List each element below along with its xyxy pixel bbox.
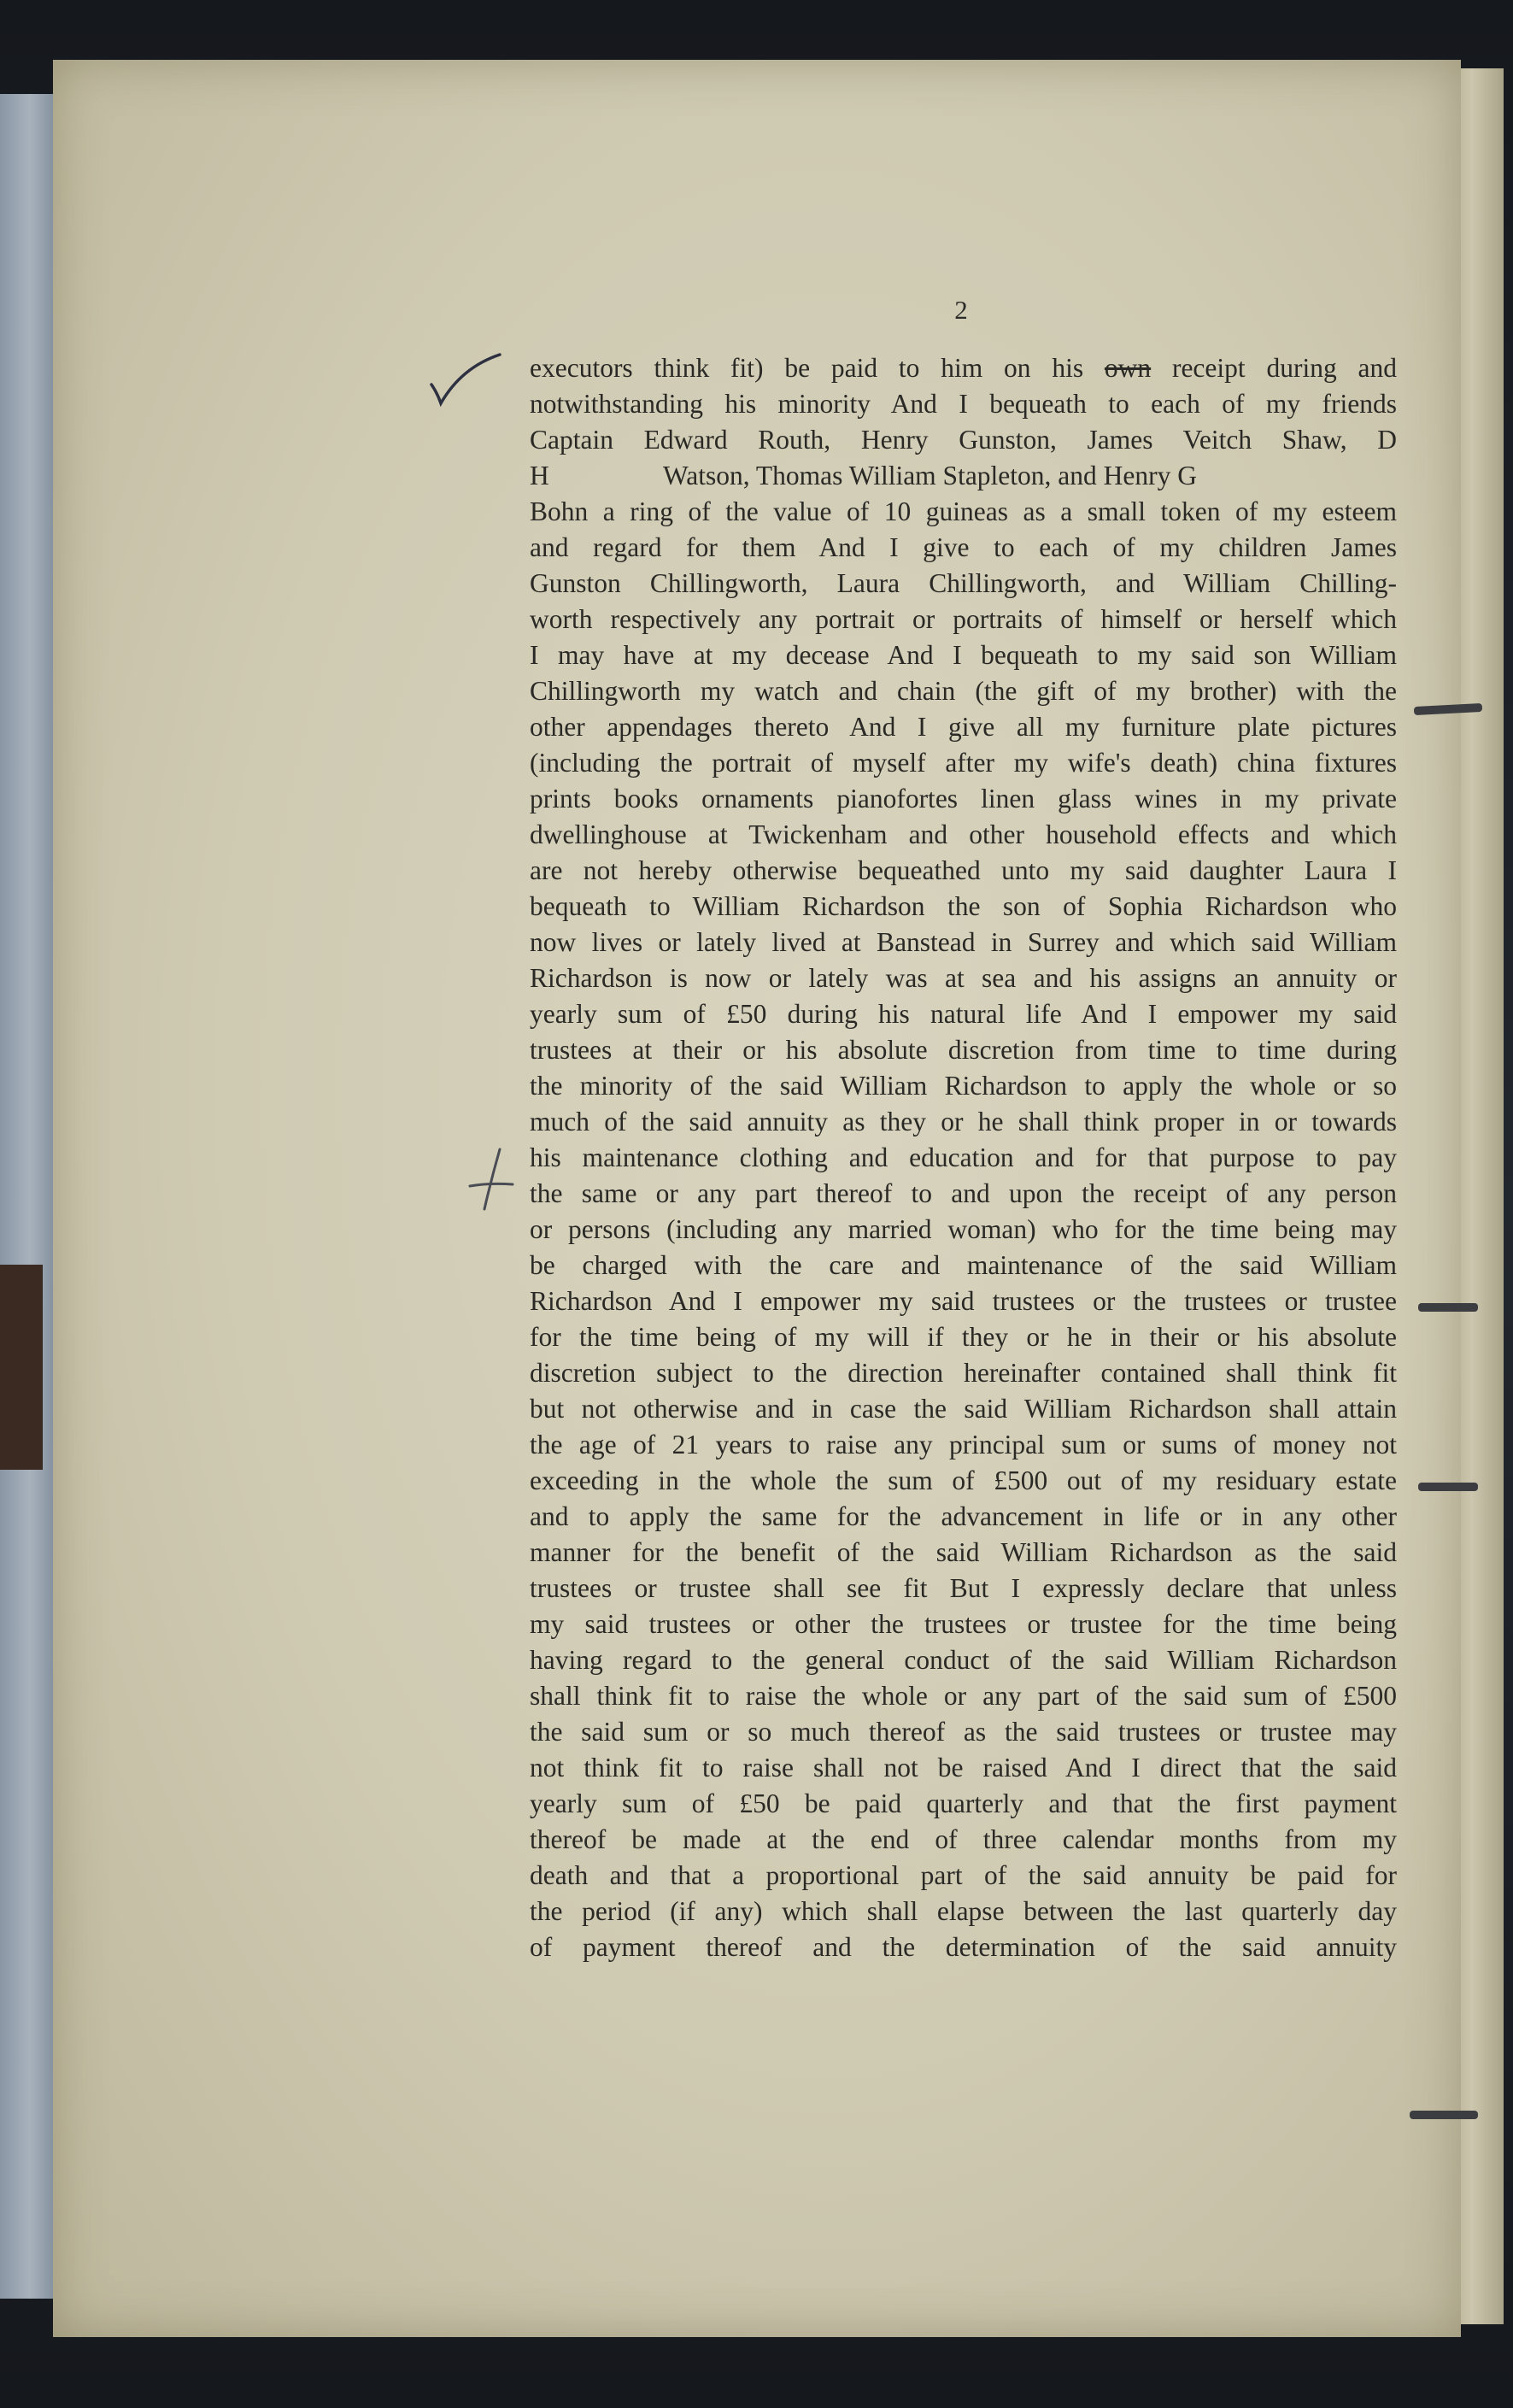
text-line: I may have at my decease And I bequeath to my said son William <box>530 640 1397 670</box>
text-line: his maintenance clothing and education and for that purpose to pay <box>530 1142 1397 1172</box>
text-line: notwithstanding his minority And I bequeath to each of my friends <box>530 389 1397 419</box>
text-line: my said trustees or other the trustees or trustee for the time being <box>530 1609 1397 1639</box>
text-line: shall think fit to raise the whole or any part of the said sum of £500 <box>530 1681 1397 1711</box>
text-line: (including the portrait of myself after my wife's death) china fixtures <box>530 748 1397 778</box>
text-line: other appendages thereto And I give all my furniture plate pictures <box>530 712 1397 742</box>
text-line: manner for the benefit of the said William Richardson as the said <box>530 1537 1397 1567</box>
text-line: Captain Edward Routh, Henry Gunston, James Veitch Shaw, D <box>530 425 1397 455</box>
text-line: not think fit to raise shall not be raised And I direct that the said <box>530 1753 1397 1783</box>
text-line: be charged with the care and maintenance of the said William <box>530 1250 1397 1280</box>
text-line: the said sum or so much thereof as the said trustees or trustee may <box>530 1717 1397 1747</box>
text-line: death and that a proportional part of the said annuity be paid for <box>530 1860 1397 1890</box>
binding-tab <box>1418 1303 1478 1312</box>
marbled-endpaper <box>0 1265 43 1470</box>
left-page-edge <box>0 94 60 2299</box>
text-line: but not otherwise and in case the said William Richardson shall attain <box>530 1394 1397 1424</box>
text-line: or persons (including any married woman) who for the time being may <box>530 1214 1397 1244</box>
text-line: for the time being of my will if they or he in their or his absolute <box>530 1322 1397 1352</box>
binding-tab <box>1410 2111 1478 2119</box>
text-line: the same or any part thereof to and upon the receipt of any person <box>530 1178 1397 1208</box>
text-line: the minority of the said William Richardson to apply the whole or so <box>530 1071 1397 1101</box>
text-line: much of the said annuity as they or he shall think proper in or towards <box>530 1107 1397 1136</box>
text-line: Gunston Chillingworth, Laura Chillingworth, and William Chilling- <box>530 568 1397 598</box>
text-line-1: executors think fit) be paid to him on his own receipt during and <box>530 353 1397 383</box>
text-line: Richardson And I empower my said trustees or the trustees or trustee <box>530 1286 1397 1316</box>
text-line: prints books ornaments pianofortes linen glass wines in my private <box>530 784 1397 813</box>
text-line: are not hereby otherwise bequeathed unto my said daughter Laura I <box>530 855 1397 885</box>
page-number: 2 <box>954 295 968 325</box>
text-line: and regard for them And I give to each of my children James <box>530 532 1397 562</box>
text-line: dwellinghouse at Twickenham and other household effects and which <box>530 819 1397 849</box>
text-line: trustees or trustee shall see fit But I expressly declare that unless <box>530 1573 1397 1603</box>
text-line: Chillingworth my watch and chain (the gift of my brother) with the <box>530 676 1397 706</box>
text-line: thereof be made at the end of three calendar months from my <box>530 1824 1397 1854</box>
struck-word: own <box>1104 353 1152 383</box>
text-line: bequeath to William Richardson the son of Sophia Richardson who <box>530 891 1397 921</box>
text-line: having regard to the general conduct of the said William Richardson <box>530 1645 1397 1675</box>
text-line: worth respectively any portrait or portraits of himself or herself which <box>530 604 1397 634</box>
will-text-body <box>530 350 1397 1965</box>
text-line: Richardson is now or lately was at sea and his assigns an annuity or <box>530 963 1397 993</box>
text-line: trustees at their or his absolute discretion from time to time during <box>530 1035 1397 1065</box>
text-line: Bohn a ring of the value of 10 guineas as a small token of my esteem <box>530 496 1397 526</box>
text-line: yearly sum of £50 be paid quarterly and that the first payment <box>530 1788 1397 1818</box>
text-line: H Watson, Thomas William Stapleton, and Henry G <box>530 461 1197 490</box>
text-line: the age of 21 years to raise any principal sum or sums of money not <box>530 1430 1397 1459</box>
text-line: now lives or lately lived at Banstead in Surrey and which said William <box>530 927 1397 957</box>
binding-tab <box>1418 1483 1478 1491</box>
text-line: discretion subject to the direction hereinafter contained shall think fit <box>530 1358 1397 1388</box>
text-line: yearly sum of £50 during his natural life And I empower my said <box>530 999 1397 1029</box>
text-line: exceeding in the whole the sum of £500 out of my residuary estate <box>530 1465 1397 1495</box>
text-line: and to apply the same for the advancement in life or in any other <box>530 1501 1397 1531</box>
text-line: the period (if any) which shall elapse between the last quarterly day <box>530 1896 1397 1926</box>
text-line: of payment thereof and the determination of the said annuity <box>530 1932 1397 1962</box>
